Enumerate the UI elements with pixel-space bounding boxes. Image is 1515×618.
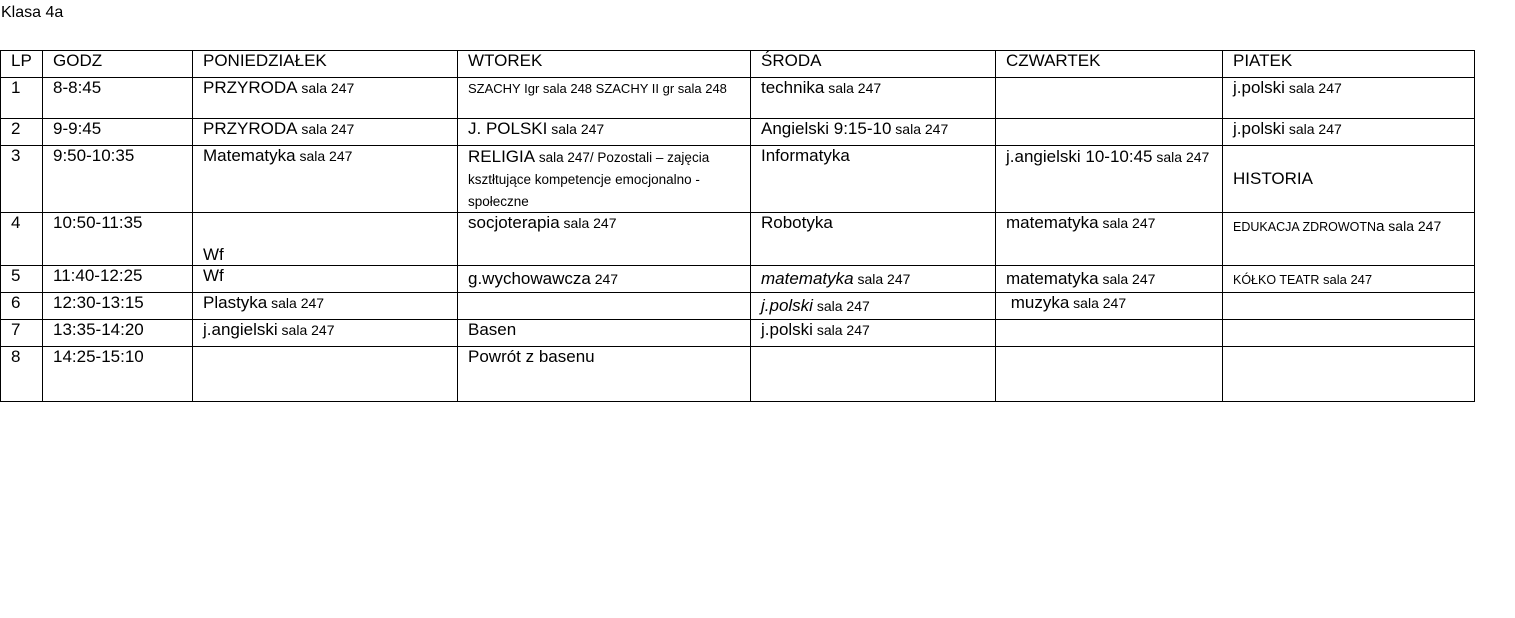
- room: sala 247: [1284, 80, 1342, 96]
- room: sala 247: [295, 148, 353, 164]
- subject: Plastyka: [203, 293, 268, 312]
- lesson-number: 5: [1, 266, 43, 293]
- thursday-cell: [996, 146, 1223, 213]
- subject: socjoterapia: [468, 213, 560, 232]
- monday-cell: [193, 213, 458, 266]
- room: sala 247: [277, 322, 335, 338]
- subject: matematyka: [1006, 269, 1099, 288]
- monday-cell: [193, 320, 458, 347]
- page-title: Klasa 4a: [1, 4, 64, 21]
- table-row: [1, 347, 1475, 402]
- monday-cell: [193, 266, 458, 293]
- table-row: [1, 78, 1475, 119]
- room: sala 247: [297, 121, 355, 137]
- subject: Powrót z basenu: [468, 347, 595, 366]
- subject: matematyka: [1006, 213, 1099, 232]
- lesson-number: 7: [1, 320, 43, 347]
- wednesday-cell: [751, 119, 996, 146]
- table-row: [1, 119, 1475, 146]
- table-row: [1, 213, 1475, 266]
- wednesday-cell: [751, 293, 996, 320]
- subject: matematyka: [761, 269, 854, 288]
- thursday-cell: [996, 320, 1223, 347]
- room: sala 247: [547, 121, 605, 137]
- header-thursday: CZWARTEK: [996, 51, 1223, 78]
- friday-cell: [1223, 347, 1475, 402]
- tuesday-cell: [458, 213, 751, 266]
- lesson-number: 3: [1, 146, 43, 213]
- subject: j.polski: [761, 320, 813, 339]
- lesson-number: 4: [1, 213, 43, 266]
- friday-cell: [1223, 213, 1475, 266]
- thursday-cell: [996, 347, 1223, 402]
- thursday-cell: [996, 266, 1223, 293]
- subject: muzyka: [1006, 293, 1070, 312]
- room: sala 247: [297, 80, 355, 96]
- lesson-number: 6: [1, 293, 43, 320]
- subject: j.polski: [1233, 119, 1285, 138]
- room: sala 247: [1384, 218, 1442, 234]
- friday-cell: [1223, 146, 1475, 213]
- lesson-time: 10:50-11:35: [43, 213, 193, 266]
- room: sala 247: [891, 121, 949, 137]
- tuesday-cell: [458, 119, 751, 146]
- monday-cell: [193, 78, 458, 119]
- wednesday-cell: [751, 78, 996, 119]
- monday-cell: [193, 347, 458, 402]
- room: 247: [590, 271, 619, 287]
- header-lp: LP: [1, 51, 43, 78]
- friday-cell: [1223, 78, 1475, 119]
- lesson-time: 9-9:45: [43, 119, 193, 146]
- tuesday-cell: [458, 266, 751, 293]
- lesson-time: 11:40-12:25: [43, 266, 193, 293]
- table-row: [1, 293, 1475, 320]
- wednesday-cell: [751, 146, 996, 213]
- room: sala 247: [1069, 295, 1127, 311]
- subject-note: SZACHY Igr sala 248 SZACHY II gr sala 248: [468, 81, 727, 96]
- subject: j.polski: [1233, 78, 1285, 97]
- subject: technika: [761, 78, 825, 97]
- header-tuesday: WTOREK: [458, 51, 751, 78]
- room: sala 247/ Pozostali – zajęcia ksztłtujące kompetencje emocjonalno - społeczne: [468, 150, 710, 209]
- lesson-time: 14:25-15:10: [43, 347, 193, 402]
- monday-cell: [193, 119, 458, 146]
- monday-cell: [193, 146, 458, 213]
- tuesday-cell: [458, 78, 751, 119]
- subject: Angielski 9:15-10: [761, 119, 892, 138]
- room: sala 247: [1284, 121, 1342, 137]
- subject: Robotyka: [761, 213, 833, 232]
- header-friday: PIATEK: [1223, 51, 1475, 78]
- table-row: [1, 320, 1475, 347]
- subject: Matematyka: [203, 146, 296, 165]
- subject: Basen: [468, 320, 517, 339]
- schedule-table: [0, 50, 1475, 402]
- friday-cell: [1223, 293, 1475, 320]
- friday-cell: [1223, 119, 1475, 146]
- subject: J. POLSKI: [468, 119, 548, 138]
- monday-cell: [193, 293, 458, 320]
- lesson-number: 2: [1, 119, 43, 146]
- subject: g.wychowawcza: [468, 269, 591, 288]
- room: sala 247: [1098, 215, 1156, 231]
- thursday-cell: [996, 293, 1223, 320]
- room: sala 247: [559, 215, 617, 231]
- lesson-time: 12:30-13:15: [43, 293, 193, 320]
- wednesday-cell: [751, 320, 996, 347]
- header-monday: PONIEDZIAŁEK: [193, 51, 458, 78]
- wednesday-cell: [751, 266, 996, 293]
- thursday-cell: [996, 78, 1223, 119]
- room: sala 247: [1152, 149, 1210, 165]
- subject: j.polski: [761, 296, 813, 315]
- thursday-cell: [996, 119, 1223, 146]
- subject: Informatyka: [761, 146, 850, 165]
- lesson-number: 1: [1, 78, 43, 119]
- room: sala 247: [1319, 272, 1373, 287]
- room: sala 247: [853, 271, 911, 287]
- room: sala 247: [812, 298, 870, 314]
- table-row: [1, 266, 1475, 293]
- tuesday-cell: [458, 146, 751, 213]
- subject-small: EDUKACJA ZDROWOTN: [1233, 220, 1377, 234]
- lesson-time: 9:50-10:35: [43, 146, 193, 213]
- tuesday-cell: [458, 320, 751, 347]
- room: sala 247: [267, 295, 325, 311]
- lesson-time: 8-8:45: [43, 78, 193, 119]
- subject: PRZYRODA: [203, 78, 298, 97]
- header-godz: GODZ: [43, 51, 193, 78]
- header-wednesday: ŚRODA: [751, 51, 996, 78]
- wednesday-cell: [751, 347, 996, 402]
- subject: PRZYRODA: [203, 119, 298, 138]
- subject-small: KÓŁKO TEATR: [1233, 273, 1320, 287]
- header-row: [1, 51, 1475, 78]
- subject: Wf: [203, 245, 224, 264]
- tuesday-cell: [458, 293, 751, 320]
- subject: j.angielski: [203, 320, 278, 339]
- lesson-time: 13:35-14:20: [43, 320, 193, 347]
- room: sala 247: [812, 322, 870, 338]
- thursday-cell: [996, 213, 1223, 266]
- friday-cell: [1223, 320, 1475, 347]
- subject: RELIGIA: [468, 147, 536, 166]
- tuesday-cell: [458, 347, 751, 402]
- subject: Wf: [203, 266, 224, 285]
- room: sala 247: [824, 80, 882, 96]
- friday-cell: [1223, 266, 1475, 293]
- subject: a: [1376, 218, 1385, 235]
- lesson-number: 8: [1, 347, 43, 402]
- room: sala 247: [1098, 271, 1156, 287]
- wednesday-cell: [751, 213, 996, 266]
- subject: j.angielski 10-10:45: [1006, 147, 1153, 166]
- subject: HISTORIA: [1233, 169, 1313, 188]
- table-row: [1, 146, 1475, 213]
